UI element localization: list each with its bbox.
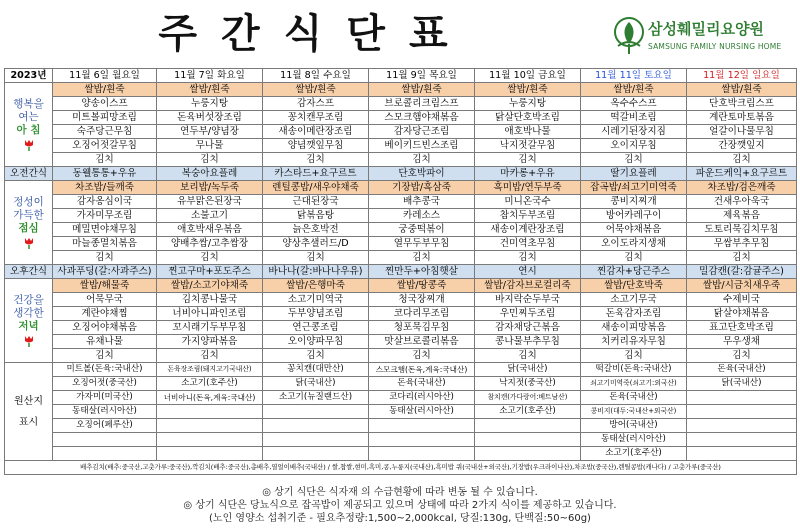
origin-cell xyxy=(157,419,263,433)
logo-english-name: SAMSUNG FAMILY NURSING HOME xyxy=(648,42,782,51)
lunch-label xyxy=(5,181,53,265)
origin-cell xyxy=(263,405,369,419)
snack-item: 카스타드+요구르트 xyxy=(263,167,369,181)
menu-item: 낙지젓갈무침 xyxy=(475,139,581,153)
origin-cell xyxy=(263,419,369,433)
menu-item: 마늘종멸치볶음 xyxy=(53,237,157,251)
menu-item: 누룽지탕 xyxy=(475,97,581,111)
menu-item: 새송이메란장조림 xyxy=(263,125,369,139)
origin-label xyxy=(5,363,53,461)
main-dish: 보리밥/녹두죽 xyxy=(157,181,263,195)
origin-cell: 돈육(국내산) xyxy=(687,363,797,377)
menu-item: 양배추쌈/고추쌈장 xyxy=(157,237,263,251)
main-dish: 쌀밥/흰죽 xyxy=(369,83,475,97)
origin-cell: 소고기(뉴질랜드산) xyxy=(263,391,369,405)
main-dish: 쌀밥/시금치새우죽 xyxy=(687,279,797,293)
menu-item: 오이도라지생채 xyxy=(581,237,687,251)
am_snack-label: 오전간식 xyxy=(5,167,53,181)
menu-item: 열무두부무침 xyxy=(369,237,475,251)
menu-item: 오징어야채볶음 xyxy=(53,321,157,335)
meal-name: 아 침 xyxy=(16,124,41,136)
origin-cell: 오징어젓(중국산) xyxy=(53,377,157,391)
origin-cell: 동태살(러시아산) xyxy=(53,405,157,419)
menu-item: 누룽지탕 xyxy=(157,97,263,111)
menu-item: 김치 xyxy=(475,349,581,363)
menu-item: 치커리유자무침 xyxy=(581,335,687,349)
menu-item: 김치 xyxy=(157,349,263,363)
menu-item: 떡갈비조림 xyxy=(581,111,687,125)
menu-item: 김치 xyxy=(157,153,263,167)
menu-item: 미트볼피망조림 xyxy=(53,111,157,125)
main-dish: 쌀밥/은행마죽 xyxy=(263,279,369,293)
origin-cell xyxy=(157,405,263,419)
menu-item: 계란야채찜 xyxy=(53,307,157,321)
main-dish: 흑미밥/연두부죽 xyxy=(475,181,581,195)
logo xyxy=(612,16,797,60)
snack-item: 바나나(갈:바나나우유) xyxy=(263,265,369,279)
menu-item: 표고단호박조림 xyxy=(687,321,797,335)
day-header: 11월 7일 화요일 xyxy=(157,69,263,83)
meal-label-line: 정성이 xyxy=(13,196,44,208)
snack-item: 사과푸딩(갈:사과주스) xyxy=(53,265,157,279)
breakfast-label xyxy=(5,83,53,167)
origin-cell xyxy=(687,447,797,461)
main-dish: 쌀밥/흰죽 xyxy=(687,83,797,97)
leaf-logo-icon xyxy=(612,16,646,56)
menu-item: 어묵야채볶음 xyxy=(581,223,687,237)
menu-item: 감자옹심이국 xyxy=(53,195,157,209)
main-dish: 쌀밥/흰죽 xyxy=(475,83,581,97)
menu-item: 김치 xyxy=(581,153,687,167)
origin-cell: 소고기(호주산) xyxy=(581,447,687,461)
origin-cell: 참치캔(가다랑어:베트남산) xyxy=(475,391,581,405)
snack-item: 찐감자+당근주스 xyxy=(581,265,687,279)
menu-item: 김치 xyxy=(687,349,797,363)
origin-cell: 미트볼(돈육:국내산) xyxy=(53,363,157,377)
main-dish: 쌀밥/흰죽 xyxy=(581,83,687,97)
menu-item: 김치 xyxy=(53,251,157,265)
origin-footer: 배추김치(배추:중국산,고춧가루:중국산),깍김치(배추:중국산),총배추,열얼이배추(국내산) / 쌀,찹쌀,현미,흑미,콩,누룽지(국내산),흑미밥 쿼(국내산+외국산),기장밥(우크라이나산),차조밥(중국산),렌틸콩밥(캐나다) / 고춧가루(중국산) xyxy=(5,461,797,475)
origin-cell: 닭(국내산) xyxy=(263,377,369,391)
origin-cell xyxy=(475,447,581,461)
menu-item: 근대된장국 xyxy=(263,195,369,209)
origin-cell xyxy=(53,447,157,461)
main-dish: 잡곡밥/쇠고기미역죽 xyxy=(581,181,687,195)
menu-item: 유부맑은된장국 xyxy=(157,195,263,209)
menu-item: 김치 xyxy=(263,153,369,167)
menu-item: 닭살단호박조림 xyxy=(475,111,581,125)
dinner-label xyxy=(5,279,53,363)
menu-item: 김치 xyxy=(475,153,581,167)
snack-item: 복숭아요플레 xyxy=(157,167,263,181)
menu-item: 김치 xyxy=(53,153,157,167)
origin-cell xyxy=(263,433,369,447)
snack-item: 연시 xyxy=(475,265,581,279)
menu-item: 소고기무국 xyxy=(581,293,687,307)
menu-item: 계란토마토볶음 xyxy=(687,111,797,125)
origin-cell: 소고기(호주산) xyxy=(157,377,263,391)
pm_snack-label: 오후간식 xyxy=(5,265,53,279)
day-header: 11월 8일 수요일 xyxy=(263,69,369,83)
menu-item: 우민찌두조림 xyxy=(475,307,581,321)
menu-item: 양념깻잎무침 xyxy=(263,139,369,153)
main-dish: 렌틸콩밥/새우야채죽 xyxy=(263,181,369,195)
menu-item: 무우생채 xyxy=(687,335,797,349)
main-dish: 쌀밥/땅콩죽 xyxy=(369,279,475,293)
menu-item: 김치 xyxy=(263,349,369,363)
menu-item: 베이키드빈스조림 xyxy=(369,139,475,153)
origin-cell xyxy=(687,433,797,447)
menu-item: 무나물 xyxy=(157,139,263,153)
snack-item: 동웰통통+우유 xyxy=(53,167,157,181)
origin-label-line: 표시 xyxy=(18,416,39,428)
origin-cell xyxy=(475,419,581,433)
menu-item: 닭볶음탕 xyxy=(263,209,369,223)
weekly-menu-table xyxy=(4,68,797,475)
day-header: 11월 12일 일요일 xyxy=(687,69,797,83)
note-1: ◎ 상기 식단은 식자재 의 수급현황에 따라 변동 될 수 있습니다. xyxy=(262,487,538,498)
year-cell: 2023년 xyxy=(5,69,53,83)
menu-item: 청국장찌개 xyxy=(369,293,475,307)
origin-cell xyxy=(369,447,475,461)
snack-item: 밀감캔(갈:감귤주스) xyxy=(687,265,797,279)
menu-item: 꽁치캔무조림 xyxy=(263,111,369,125)
origin-cell xyxy=(263,447,369,461)
menu-item: 김치 xyxy=(687,251,797,265)
menu-item: 옥수수스프 xyxy=(581,97,687,111)
menu-item: 감자채당근볶음 xyxy=(475,321,581,335)
origin-cell: 돈육(국내산) xyxy=(581,391,687,405)
meal-label-line: 생각한 xyxy=(13,307,44,319)
main-dish: 쌀밥/감자브로컬리죽 xyxy=(475,279,581,293)
origin-cell xyxy=(687,419,797,433)
origin-cell: 오징어(페루산) xyxy=(53,419,157,433)
menu-item: 숙주당근무침 xyxy=(53,125,157,139)
day-header: 11월 6일 월요일 xyxy=(53,69,157,83)
menu-item: 무쌈부추무침 xyxy=(687,237,797,251)
menu-item: 소고기미역국 xyxy=(263,293,369,307)
meal-label-line: 여는 xyxy=(18,111,39,123)
tulip-icon xyxy=(22,335,36,347)
menu-item: 오징어젓갈무침 xyxy=(53,139,157,153)
main-dish: 기장밥/흑삼죽 xyxy=(369,181,475,195)
menu-item: 카레소스 xyxy=(369,209,475,223)
menu-item: 두부양념조림 xyxy=(263,307,369,321)
menu-item: 도토리묵김치무침 xyxy=(687,223,797,237)
menu-item: 김치 xyxy=(687,153,797,167)
origin-cell xyxy=(687,405,797,419)
menu-item: 미니온국수 xyxy=(475,195,581,209)
tulip-icon xyxy=(22,139,36,151)
menu-item: 늙은호박전 xyxy=(263,223,369,237)
meal-label-line: 건강을 xyxy=(13,294,44,306)
origin-cell: 코다리(러시아산) xyxy=(369,391,475,405)
menu-item: 어묵무국 xyxy=(53,293,157,307)
menu-item: 건미역초무침 xyxy=(475,237,581,251)
menu-item: 배추콩국 xyxy=(369,195,475,209)
origin-cell xyxy=(475,433,581,447)
day-header: 11월 11일 토요일 xyxy=(581,69,687,83)
menu-item: 연두부/양념장 xyxy=(157,125,263,139)
origin-cell: 방어(국내산) xyxy=(581,419,687,433)
menu-item: 김치콩나물국 xyxy=(157,293,263,307)
menu-item: 메밀면야채무침 xyxy=(53,223,157,237)
origin-cell: 돈육장조림(돼지고기국내산) xyxy=(157,363,263,377)
origin-cell: 돈육(국내산) xyxy=(369,377,475,391)
snack-item: 찐만두+아침햇살 xyxy=(369,265,475,279)
menu-item: 제육볶음 xyxy=(687,209,797,223)
origin-cell: 떡갈비(돈육:국내산) xyxy=(581,363,687,377)
day-header: 11월 10일 금요일 xyxy=(475,69,581,83)
origin-cell: 콩비지(대두:국내산+외국산) xyxy=(581,405,687,419)
menu-item: 간장깻잎지 xyxy=(687,139,797,153)
note-2: ◎ 상기 식단은 당뇨식으로 잡곡밥이 제공되고 있으며 상태에 따라 2가지 식이를 제공하고 있습니다. xyxy=(183,500,617,511)
origin-cell: 낙지젓(중국산) xyxy=(475,377,581,391)
menu-item: 브로콜리크림스프 xyxy=(369,97,475,111)
origin-cell: 쇠고기미역죽(쇠고기:외국산) xyxy=(581,377,687,391)
main-dish: 쌀밥/해물죽 xyxy=(53,279,157,293)
meal-label-line: 행복을 xyxy=(13,98,44,110)
origin-cell: 가자미(미국산) xyxy=(53,391,157,405)
menu-item: 수제비국 xyxy=(687,293,797,307)
menu-item: 가자미무조림 xyxy=(53,209,157,223)
menu-item: 김치 xyxy=(263,251,369,265)
main-dish: 쌀밥/소고기야채죽 xyxy=(157,279,263,293)
origin-cell: 꽁치캔(대만산) xyxy=(263,363,369,377)
origin-cell: 너비아니(돈육,계육:국내산) xyxy=(157,391,263,405)
meal-name: 점심 xyxy=(18,222,39,234)
meal-label-line: 가득한 xyxy=(13,209,44,221)
menu-item: 김치 xyxy=(369,251,475,265)
origin-label-line: 원산지 xyxy=(14,395,43,407)
menu-item: 김치 xyxy=(157,251,263,265)
menu-item: 김치 xyxy=(369,153,475,167)
menu-item: 바지락순두부국 xyxy=(475,293,581,307)
origin-cell: 스모크햄(돈육,계육:국내산) xyxy=(369,363,475,377)
menu-item: 애호박나물 xyxy=(475,125,581,139)
origin-cell: 동태살(러시아산) xyxy=(581,433,687,447)
day-header: 11월 9일 목요일 xyxy=(369,69,475,83)
note-3: (노인 영양소 섭취기준 - 필요추정량:1,500~2,000kcal, 당질:130g, 단백질:50~60g) xyxy=(209,513,591,524)
main-dish: 쌀밥/흰죽 xyxy=(263,83,369,97)
menu-item: 양송이스프 xyxy=(53,97,157,111)
menu-item: 궁중떡볶이 xyxy=(369,223,475,237)
menu-item: 유채나물 xyxy=(53,335,157,349)
menu-item: 콩비지찌개 xyxy=(581,195,687,209)
menu-item: 맛살브로콜리볶음 xyxy=(369,335,475,349)
origin-cell: 동태살(러시아산) xyxy=(369,405,475,419)
menu-item: 오이지무침 xyxy=(581,139,687,153)
snack-item: 파운드케익+요구르트 xyxy=(687,167,797,181)
main-dish: 차조밥/검은깨죽 xyxy=(687,181,797,195)
main-dish: 쌀밥/흰죽 xyxy=(157,83,263,97)
origin-cell xyxy=(157,447,263,461)
menu-item: 시레기된장지짐 xyxy=(581,125,687,139)
menu-item: 양상추샐러드/D xyxy=(263,237,369,251)
menu-item: 단호박크림스프 xyxy=(687,97,797,111)
menu-item: 애호박새우볶음 xyxy=(157,223,263,237)
menu-item: 닭살야채볶음 xyxy=(687,307,797,321)
menu-item: 돈육감자조림 xyxy=(581,307,687,321)
menu-item: 가지양파볶음 xyxy=(157,335,263,349)
menu-item: 김치 xyxy=(475,251,581,265)
menu-item: 꼬시래기두부무침 xyxy=(157,321,263,335)
origin-cell xyxy=(157,433,263,447)
origin-cell xyxy=(369,433,475,447)
snack-item: 마카롱+우유 xyxy=(475,167,581,181)
logo-korean-name: 삼성훼밀리요양원 xyxy=(648,20,764,38)
main-dish: 쌀밥/흰죽 xyxy=(53,83,157,97)
menu-item: 감자스프 xyxy=(263,97,369,111)
origin-cell: 소고기(호주산) xyxy=(475,405,581,419)
main-dish: 차조밥/들깨죽 xyxy=(53,181,157,195)
origin-cell: 닭(국내산) xyxy=(687,377,797,391)
menu-item: 김치 xyxy=(581,251,687,265)
menu-item: 오이양파무침 xyxy=(263,335,369,349)
menu-item: 돈육버섯장조림 xyxy=(157,111,263,125)
page-title: 주간식단표 xyxy=(158,11,472,57)
meal-name: 저녁 xyxy=(18,320,39,332)
menu-item: 건새우아욱국 xyxy=(687,195,797,209)
menu-item: 새송이피망볶음 xyxy=(581,321,687,335)
origin-cell: 닭(국내산) xyxy=(475,363,581,377)
menu-item: 감자당근조림 xyxy=(369,125,475,139)
menu-item: 소불고기 xyxy=(157,209,263,223)
menu-item: 김치 xyxy=(53,349,157,363)
menu-item: 새송이계란장조림 xyxy=(475,223,581,237)
origin-cell xyxy=(53,433,157,447)
snack-item: 찐고구마+포도주스 xyxy=(157,265,263,279)
menu-item: 코다리무조림 xyxy=(369,307,475,321)
main-dish: 쌀밥/단호박죽 xyxy=(581,279,687,293)
menu-item: 청포묵김무침 xyxy=(369,321,475,335)
snack-item: 딸기요플레 xyxy=(581,167,687,181)
menu-item: 너비아니파인조림 xyxy=(157,307,263,321)
menu-item: 스모크햄야채볶음 xyxy=(369,111,475,125)
menu-item: 참치두부조림 xyxy=(475,209,581,223)
snack-item: 단호박파이 xyxy=(369,167,475,181)
origin-cell xyxy=(687,391,797,405)
menu-item: 콩나물부추무침 xyxy=(475,335,581,349)
menu-item: 김치 xyxy=(581,349,687,363)
menu-item: 김치 xyxy=(369,349,475,363)
menu-item: 방어카레구이 xyxy=(581,209,687,223)
origin-cell xyxy=(369,419,475,433)
menu-item: 연근콩조림 xyxy=(263,321,369,335)
tulip-icon xyxy=(22,237,36,249)
menu-item: 얼갈이나물무침 xyxy=(687,125,797,139)
